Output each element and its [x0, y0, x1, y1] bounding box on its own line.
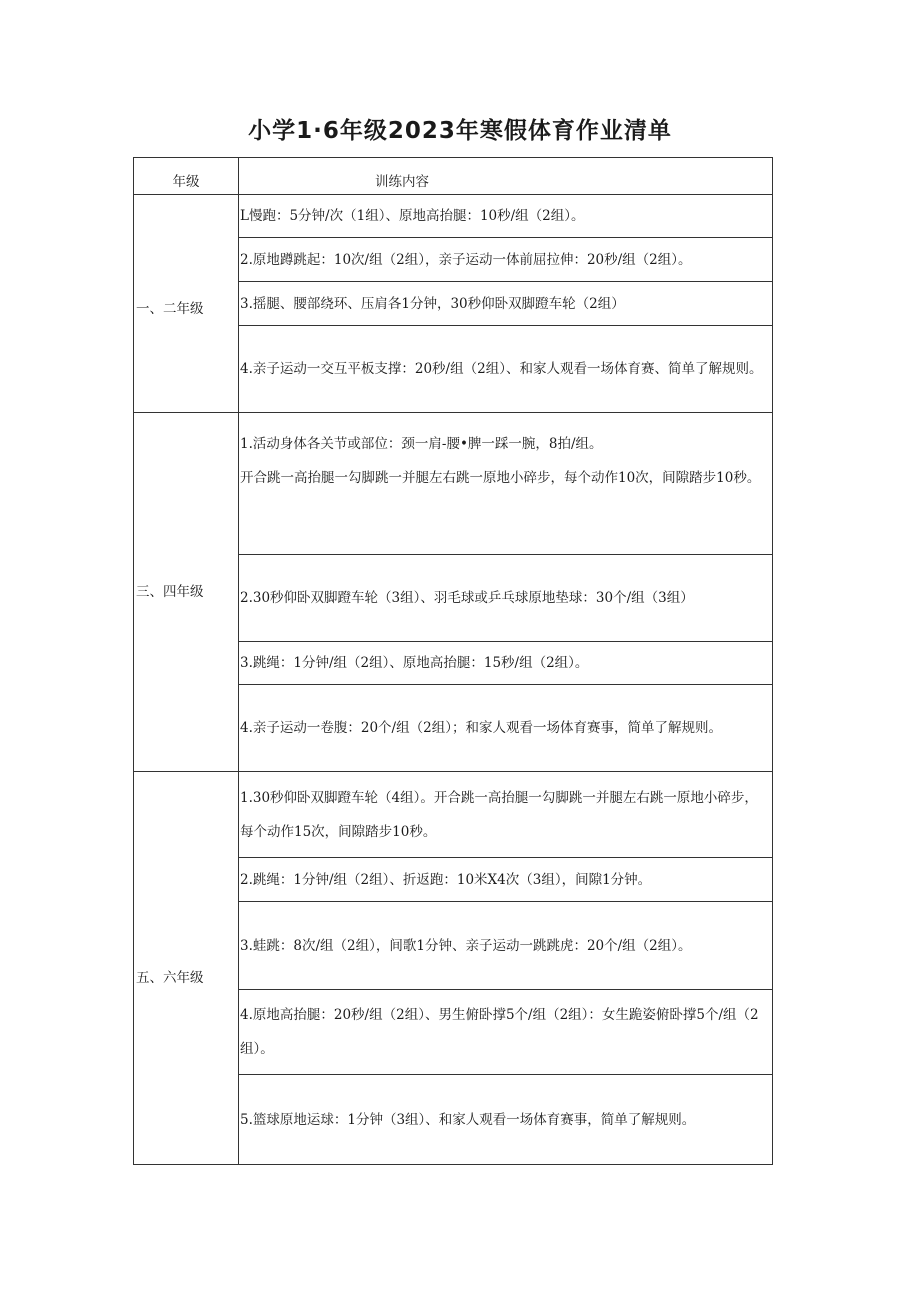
training-item: 1.活动身体各关节或部位：颈一肩-腰•脾一踩一腕，8拍/组。 开合跳一高抬腿一勾脚跳一并腿左右跳一原地小碎步，每个动作10次，间隙踏步10秒。 — [239, 413, 773, 555]
training-item: 4.原地高抬腿：20秒/组（2组）、男生俯卧撑5个/组（2组）：女生跪姿俯卧撑5个/组（2组）。 — [239, 990, 773, 1075]
table-row — [134, 195, 773, 238]
training-item: 4.亲子运动一交互平板支撑：20秒/组（2组）、和家人观看一场体育赛、简单了解规则。 — [239, 326, 773, 413]
grade-cell-5-6: 五、六年级 — [134, 772, 239, 1165]
training-item: 3.摇腿、腰部绕环、压肩各1分钟，30秒仰卧双脚蹬车轮（2组） — [239, 282, 773, 326]
training-item: 3.跳绳：1分钟/组（2组）、原地高抬腿：15秒/组（2组）。 — [239, 642, 773, 685]
table-header-row — [134, 158, 773, 195]
training-item: 5.篮球原地运球：1分钟（3组）、和家人观看一场体育赛事，简单了解规则。 — [239, 1075, 773, 1165]
training-item: 3.蛙跳：8次/组（2组），间歌1分钟、亲子运动一跳跳虎：20个/组（2组）。 — [239, 902, 773, 990]
header-content: 训练内容 — [239, 158, 773, 195]
training-item: 2.跳绳：1分钟/组（2组）、折返跑：10米X4次（3组），间隙1分钟。 — [239, 858, 773, 902]
table-row — [134, 772, 773, 858]
grade-cell-3-4: 三、四年级 — [134, 413, 239, 772]
table-row — [134, 413, 773, 555]
training-item: 4.亲子运动一卷腹：20个/组（2组）；和家人观看一场体育赛事，简单了解规则。 — [239, 685, 773, 772]
grade-cell-1-2: 一、二年级 — [134, 195, 239, 413]
homework-table — [133, 157, 773, 1165]
training-item: 1.30秒仰卧双脚蹬车轮（4组）。开合跳一高抬腿一勾脚跳一并腿左右跳一原地小碎步，每个动作15次，间隙踏步10秒。 — [239, 772, 773, 858]
training-item: L慢跑：5分钟/次（1组）、原地高抬腿：10秒/组（2组）。 — [239, 195, 773, 238]
header-grade: 年级 — [134, 158, 239, 195]
training-item: 2.30秒仰卧双脚蹬车轮（3组）、羽毛球或乒乓球原地垫球：30个/组（3组） — [239, 555, 773, 642]
page-title: 小学1·6年级2023年寒假体育作业清单 — [248, 118, 672, 144]
training-item: 2.原地蹲跳起：10次/组（2组），亲子运动一体前屈拉伸：20秒/组（2组）。 — [239, 238, 773, 282]
